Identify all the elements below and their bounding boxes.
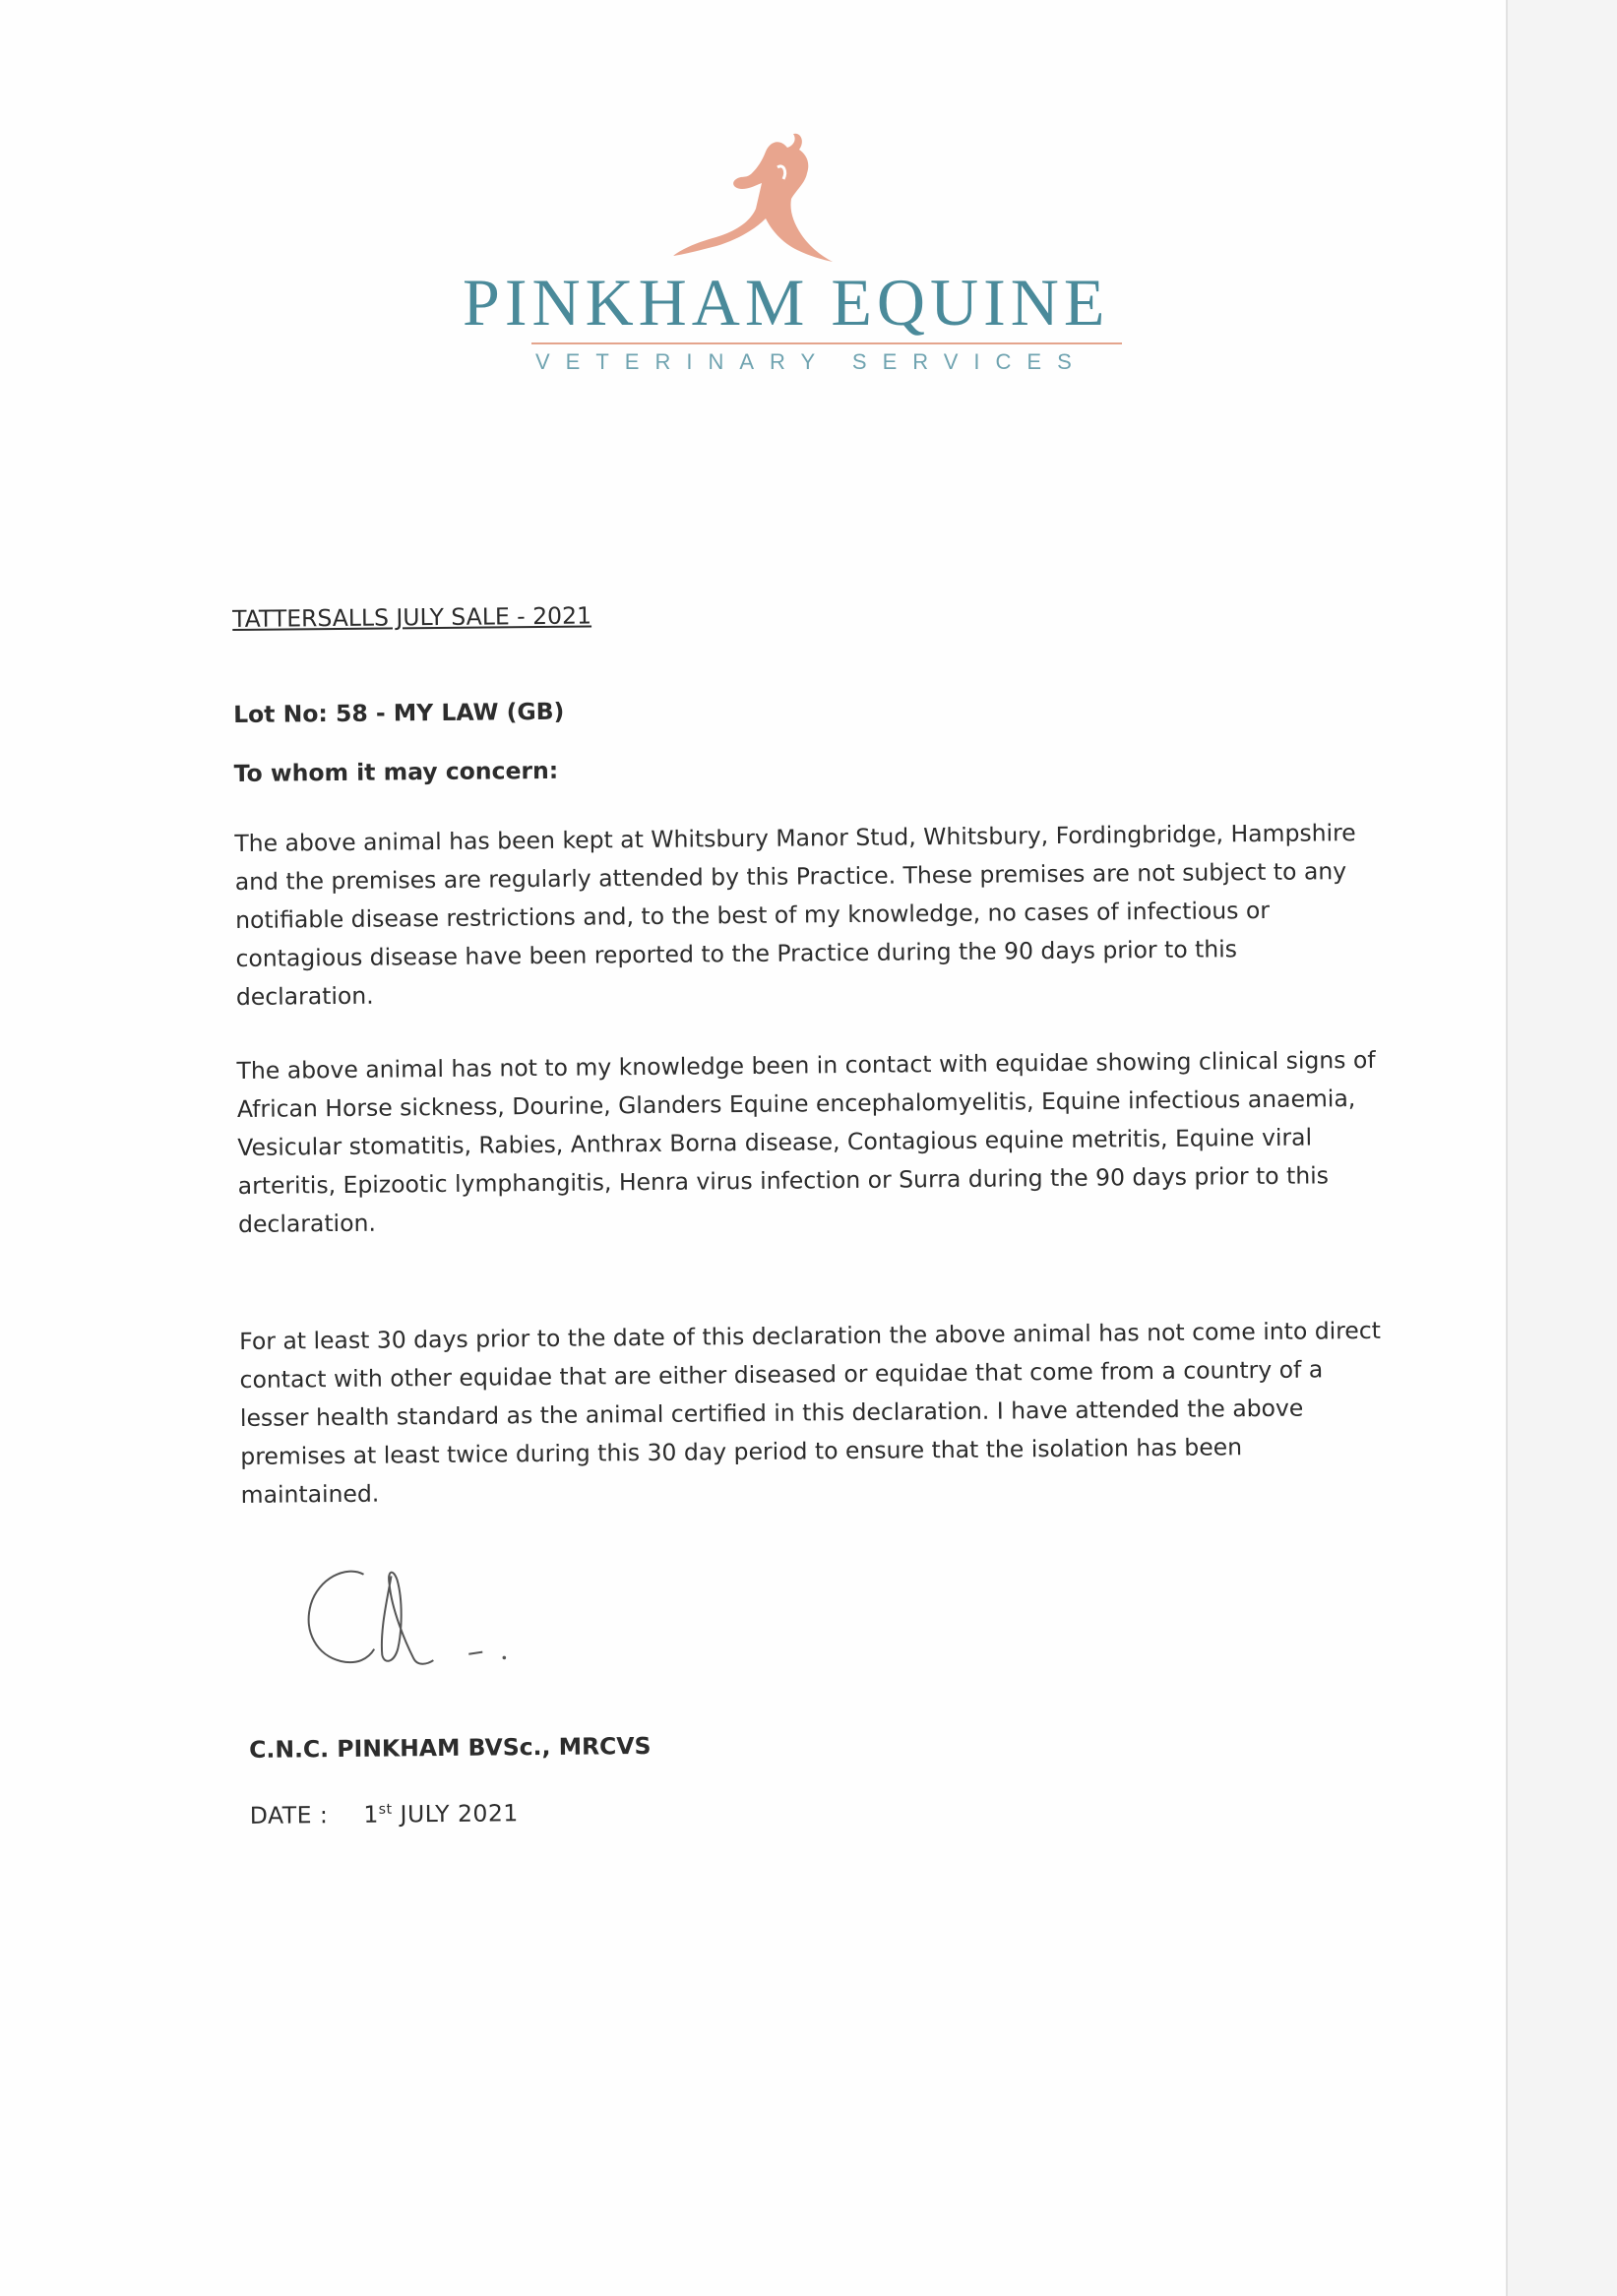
paragraph-isolation: For at least 30 days prior to the date of this declaration the above animal has not come into direct contact with other equidae that are either diseased or equidae that come from a country of a lesser health standard as the animal certified in this declaration. I have attended the above premises at least twice during this 30 day period to ensure that the isolation has been maintained. (239, 1316, 1382, 1509)
horse-silhouette-icon (640, 128, 866, 276)
date-suffix: st (378, 1801, 393, 1818)
signer-name: C.N.C. PINKHAM BVSc., MRCVS (249, 1731, 652, 1764)
brand-tagline: VETERINARY SERVICES (535, 349, 1088, 374)
footer-line-address (394, 2027, 1151, 2051)
date-line (250, 1786, 1386, 1835)
letter-heading: TATTERSALLS JULY SALE - 2021 (232, 601, 592, 633)
brand-divider (531, 342, 1122, 344)
letter-body (232, 590, 1386, 1835)
handwritten-signature (294, 1551, 541, 1691)
paragraph-premises: The above animal has been kept at Whitsbury Manor Stud, Whitsbury, Fordingbridge, Hampshire and the premises are regularly attended by this Practice. These premises are not subject to any notifiable disease restrictions and, to the best of my knowledge, no cases of infectious or contagious disease have been reported to the Practice during the 90 days prior to this declaration. (234, 819, 1356, 1011)
date-month-year: JULY 2021 (392, 1799, 519, 1829)
salutation: To whom it may concern: (233, 756, 559, 787)
faded-footer (394, 2027, 1151, 2075)
date-day: 1 (363, 1800, 379, 1829)
letterhead (0, 128, 1506, 374)
brand-name: PINKHAM EQUINE (463, 265, 1110, 340)
date-value (363, 1799, 519, 1829)
footer-line-contact (394, 2051, 1151, 2075)
date-label: DATE : (249, 1801, 329, 1830)
lot-line: Lot No: 58 - MY LAW (GB) (232, 697, 565, 728)
paragraph-disease-contact: The above animal has not to my knowledge been in contact with equidae showing clinical signs of African Horse sickness, Dourine, Glanders Equine encephalomyelitis, Equine infectious anaemia, Vesicular stomatitis, Rabies, Anthrax Borna disease, Contagious equine metritis, Equine viral arteritis, Epizootic lymphangitis, Henra virus infection or Surra during the 90 days prior to this declaration. (236, 1045, 1376, 1238)
